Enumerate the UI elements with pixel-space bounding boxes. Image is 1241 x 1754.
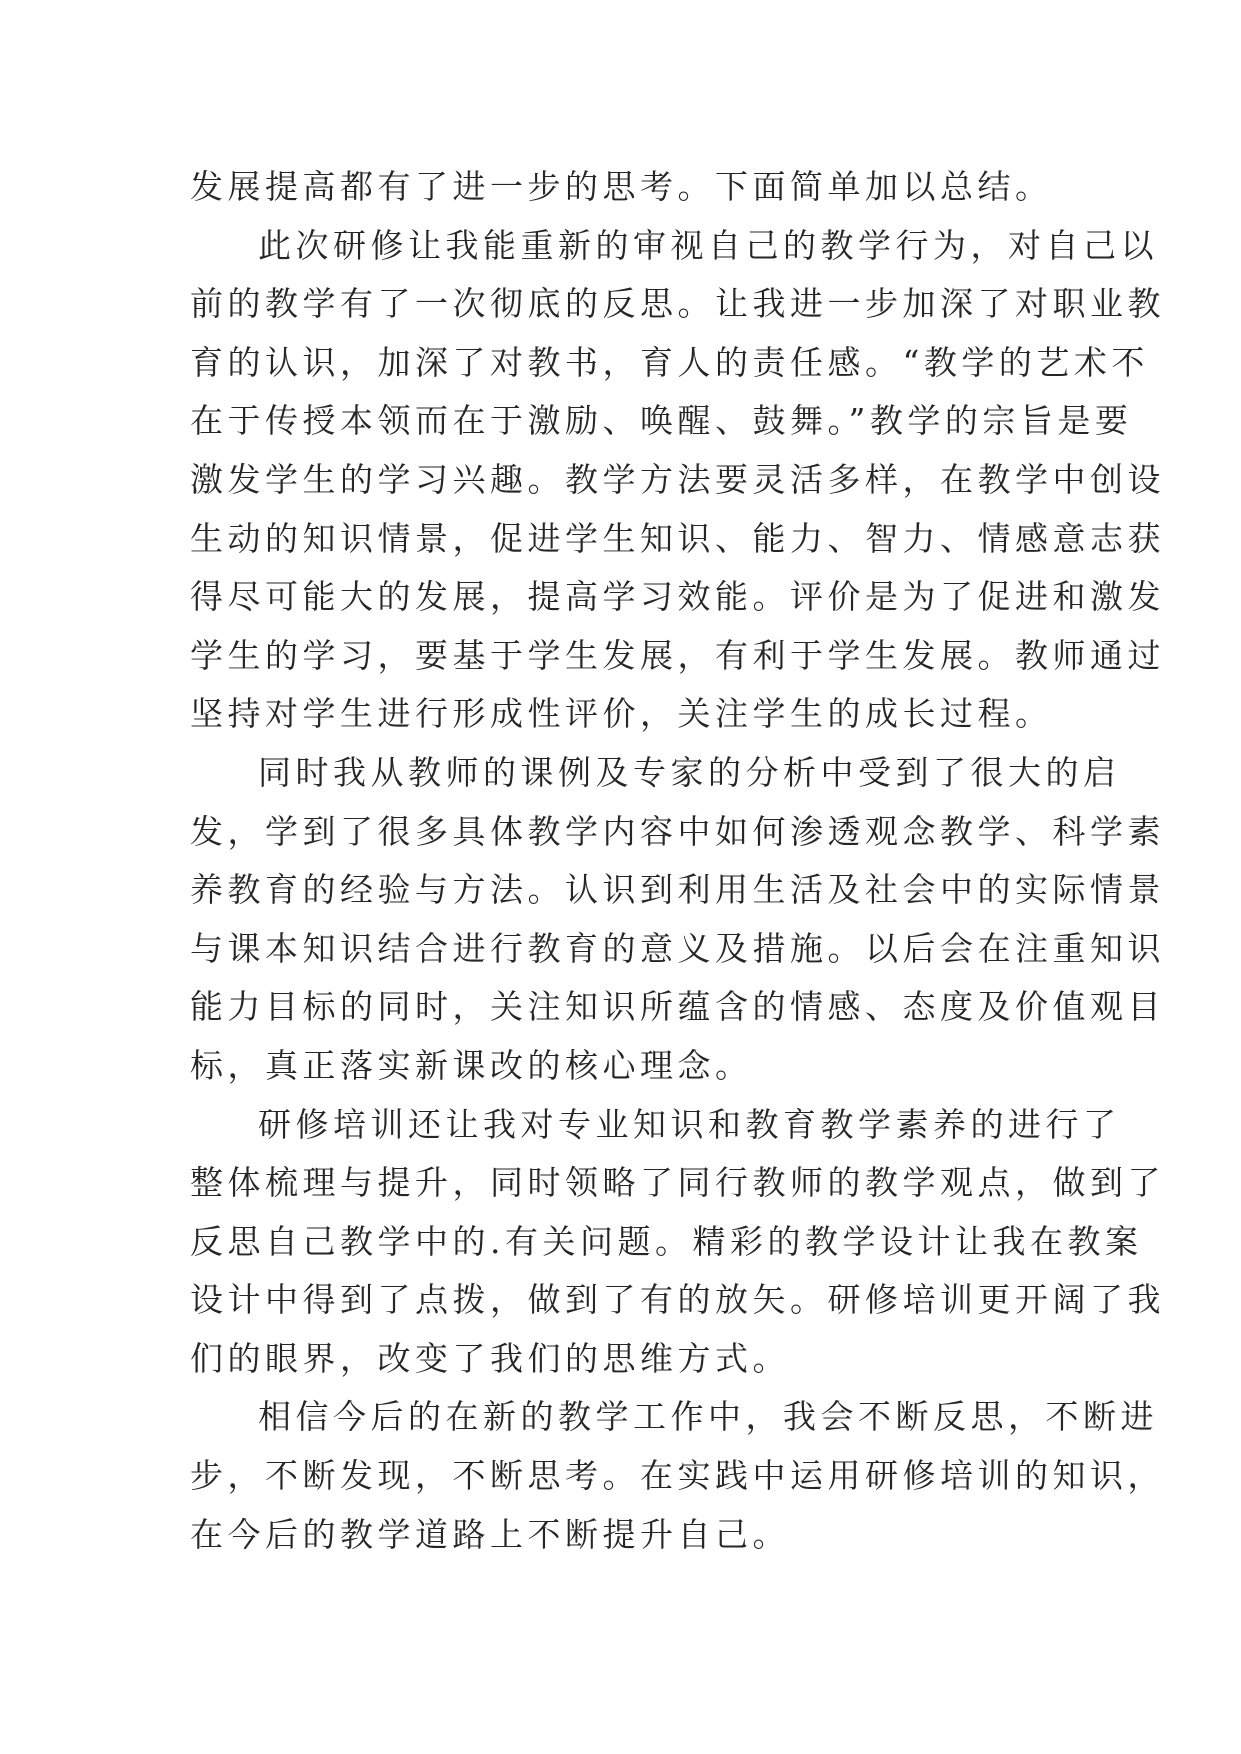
text-line: 得尽可能大的发展，提高学习效能。评价是为了促进和激发 bbox=[190, 577, 1165, 617]
text-line: 生动的知识情景，促进学生知识、能力、智力、情感意志获 bbox=[190, 518, 1165, 558]
text-line: 能力目标的同时，关注知识所蕴含的情感、态度及价值观目 bbox=[190, 987, 1165, 1027]
text-line: 学生的学习，要基于学生发展，有利于学生发展。教师通过 bbox=[190, 635, 1165, 675]
text-line: 在今后的教学道路上不断提升自己。 bbox=[190, 1514, 790, 1554]
text-line: 研修培训还让我对专业知识和教育教学素养的进行了 bbox=[258, 1104, 1121, 1144]
text-line: 标，真正落实新课改的核心理念。 bbox=[190, 1045, 753, 1085]
text-line: 整体梳理与提升，同时领略了同行教师的教学观点，做到了 bbox=[190, 1163, 1165, 1203]
text-line: 在于传授本领而在于激励、唤醒、鼓舞。”教学的宗旨是要 bbox=[190, 401, 1133, 441]
text-line: 发展提高都有了进一步的思考。下面简单加以总结。 bbox=[190, 167, 1053, 206]
text-line: 坚持对学生进行形成性评价，关注学生的成长过程。 bbox=[190, 694, 1053, 734]
text-line: 反思自己教学中的.有关问题。精彩的教学设计让我在教案 bbox=[190, 1221, 1143, 1261]
text-line: 养教育的经验与方法。认识到利用生活及社会中的实际情景 bbox=[190, 870, 1165, 910]
text-line: 育的认识，加深了对教书，育人的责任感。“教学的艺术不 bbox=[190, 342, 1149, 382]
text-line: 发，学到了很多具体教学内容中如何渗透观念教学、科学素 bbox=[190, 811, 1165, 851]
text-line: 前的教学有了一次彻底的反思。让我进一步加深了对职业教 bbox=[190, 284, 1165, 324]
text-line: 激发学生的学习兴趣。教学方法要灵活多样，在教学中创设 bbox=[190, 459, 1165, 499]
text-line: 相信今后的在新的教学工作中，我会不断反思，不断进 bbox=[258, 1397, 1158, 1437]
text-line: 与课本知识结合进行教育的意义及措施。以后会在注重知识 bbox=[190, 928, 1165, 968]
text-line: 们的眼界，改变了我们的思维方式。 bbox=[190, 1338, 790, 1378]
text-line: 设计中得到了点拨，做到了有的放矢。研修培训更开阔了我 bbox=[190, 1280, 1165, 1320]
text-line: 此次研修让我能重新的审视自己的教学行为，对自己以 bbox=[258, 225, 1158, 265]
text-line: 步，不断发现，不断思考。在实践中运用研修培训的知识， bbox=[190, 1456, 1165, 1496]
document-body bbox=[190, 158, 1165, 1564]
text-line: 同时我从教师的课例及专家的分析中受到了很大的启 bbox=[258, 752, 1121, 792]
